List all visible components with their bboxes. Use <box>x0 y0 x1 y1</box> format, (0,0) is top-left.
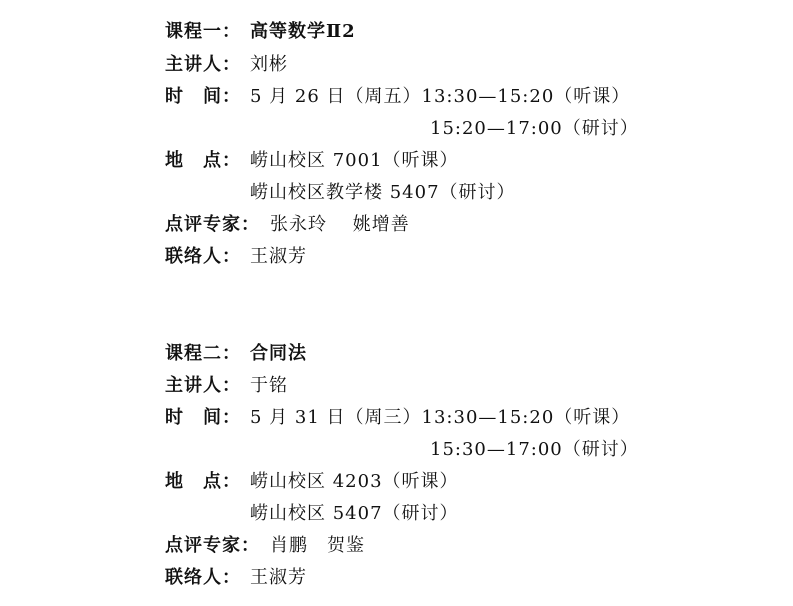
course1-experts-value: 张永玲 姚增善 <box>270 214 410 235</box>
course1-location-value-2: 崂山校区教学楼 5407（研讨） <box>250 182 516 203</box>
course2-lecturer-value: 于铭 <box>250 375 288 396</box>
course2-time-value-1: 5 月 31 日（周三）13:30—15:20（听课） <box>250 407 631 428</box>
course2-location-value-1: 崂山校区 4203（听课） <box>250 471 459 492</box>
course2-time-value-2: 15:30—17:00（研讨） <box>430 439 639 460</box>
course2-contact-value: 王淑芳 <box>250 567 307 588</box>
course2-location-label: 地 点： <box>165 471 241 492</box>
course2-location-value-2: 崂山校区 5407（研讨） <box>250 503 459 524</box>
course2-experts-value: 肖鹏 贺鉴 <box>270 535 365 556</box>
course1-lecturer-value: 刘彬 <box>250 54 288 75</box>
course1-title-label: 课程一： <box>165 21 241 42</box>
course2-experts-label: 点评专家： <box>165 535 260 556</box>
course2-contact-label: 联络人： <box>165 567 241 588</box>
course1-location-label: 地 点： <box>165 150 241 171</box>
course1-location-value-1: 崂山校区 7001（听课） <box>250 150 459 171</box>
course1-time-label: 时 间： <box>165 86 241 107</box>
course1-contact-value: 王淑芳 <box>250 246 307 267</box>
course1-lecturer-label: 主讲人： <box>165 54 241 75</box>
course2-lecturer-label: 主讲人： <box>165 375 241 396</box>
course2-time-label: 时 间： <box>165 407 241 428</box>
course2-title-value: 合同法 <box>250 343 307 364</box>
course2-title-label: 课程二： <box>165 343 241 364</box>
course1-experts-label: 点评专家： <box>165 214 260 235</box>
course1-time-value-2: 15:20—17:00（研讨） <box>430 118 639 139</box>
course1-contact-label: 联络人： <box>165 246 241 267</box>
course1-title-value: 高等数学Ⅱ2 <box>250 21 356 42</box>
course1-time-value-1: 5 月 26 日（周五）13:30—15:20（听课） <box>250 86 631 107</box>
